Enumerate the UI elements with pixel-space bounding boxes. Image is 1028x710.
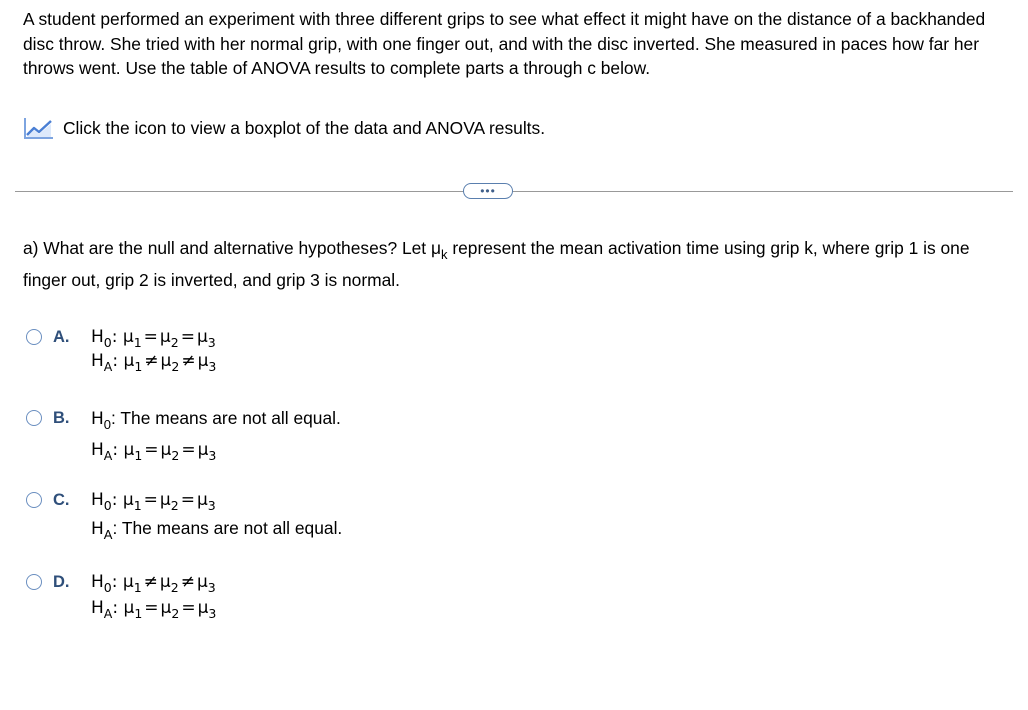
option-b-letter: B. (53, 409, 70, 427)
option-d-alternative: $H_A$: $\mu_1 = \mu_2 = \mu_3$ (91, 598, 217, 621)
option-d-radio[interactable] (26, 574, 42, 590)
intro-text: A student performed an experiment with three different grips to see what effect it might have on the distance of a backhanded disc throw. She tried with her normal grip, with one finger out, and with the disc inverted. She measured in paces how far her throws went. Use the table of ANOVA results to complete parts a through c below. (23, 9, 986, 78)
option-b-alternative: $H_A$: $\mu_1 = \mu_2 = \mu_3$ (91, 440, 217, 463)
option-c-null: $H_0$: $\mu_1 = \mu_2 = \mu_3$ (91, 490, 216, 513)
problem-statement (23, 7, 1013, 81)
boxplot-link-text[interactable]: Click the icon to view a boxplot of the data and ANOVA results. (63, 117, 546, 138)
option-c-alternative: $H_A$: The means are not all equal. (91, 518, 343, 542)
part-a-question (23, 232, 1013, 296)
option-b-radio[interactable] (26, 410, 42, 426)
expand-more-button[interactable]: ••• (463, 183, 513, 199)
line-chart-icon[interactable] (23, 116, 55, 140)
option-a-alternative: $H_A$: $\mu_1 \ne \mu_2 \ne \mu_3$ (91, 351, 217, 374)
part-a-suffix: represent the mean activation time using grip k, where grip 1 is one finger out, grip 2 is inverted, and grip 3 is normal. (23, 238, 970, 290)
option-b-null: $H_0$: The means are not all equal. (91, 408, 341, 432)
boxplot-link[interactable] (23, 116, 545, 140)
option-c-letter: C. (53, 491, 70, 509)
option-d-letter: D. (53, 573, 70, 591)
option-a-letter: A. (53, 328, 70, 346)
part-a-subscript: k (441, 247, 448, 262)
section-divider (15, 191, 1013, 192)
option-a-radio[interactable] (26, 329, 42, 345)
option-c-radio[interactable] (26, 492, 42, 508)
option-d-null: $H_0$: $\mu_1 \ne \mu_2 \ne \mu_3$ (91, 572, 216, 595)
option-a-null: $H_0$: $\mu_1 = \mu_2 = \mu_3$ (91, 327, 216, 350)
part-a-prefix: a) What are the null and alternative hypotheses? Let μ (23, 238, 441, 258)
